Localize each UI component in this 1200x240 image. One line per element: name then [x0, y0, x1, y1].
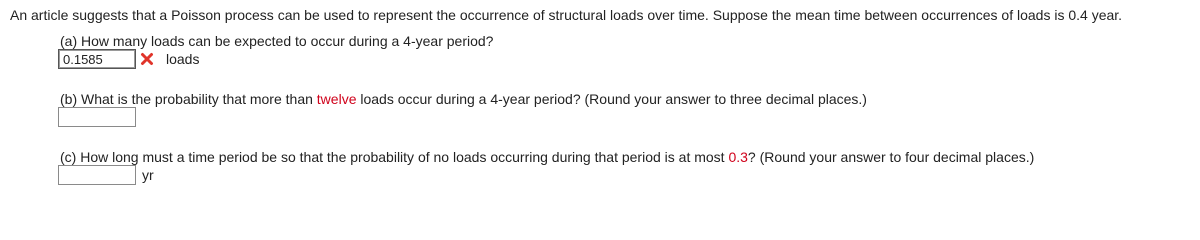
part-c-highlight: 0.3 — [728, 149, 748, 165]
part-a-answer-input[interactable] — [58, 49, 136, 69]
part-a-prompt: (a) How many loads can be expected to occur during a 4-year period? — [60, 33, 494, 49]
incorrect-x-icon — [140, 52, 154, 66]
part-b-text-after: loads occur during a 4-year period? (Round your answer to three decimal places.) — [356, 91, 867, 107]
part-a-unit: loads — [166, 51, 200, 67]
part-b-text-before: (b) What is the probability that more than — [60, 91, 317, 107]
part-c-prompt — [60, 149, 1034, 165]
part-a-answer-row — [58, 49, 199, 69]
part-c-unit: yr — [142, 167, 154, 183]
part-b-answer-row — [58, 107, 136, 127]
part-c-answer-input[interactable] — [58, 165, 136, 185]
question-intro: An article suggests that a Poisson process can be used to represent the occurrence of structural loads over time. Suppose the mean time between occurrences of loads is 0.4 year. — [10, 7, 1123, 23]
part-c-text-before: (c) How long must a time period be so that the probability of no loads occurring during that period is at most — [60, 149, 729, 165]
part-b-answer-input[interactable] — [58, 107, 136, 127]
part-c-answer-row — [58, 165, 154, 185]
part-b-prompt — [60, 91, 867, 107]
part-c-text-after: ? (Round your answer to four decimal places.) — [747, 149, 1035, 165]
part-b-highlight: twelve — [316, 91, 357, 107]
